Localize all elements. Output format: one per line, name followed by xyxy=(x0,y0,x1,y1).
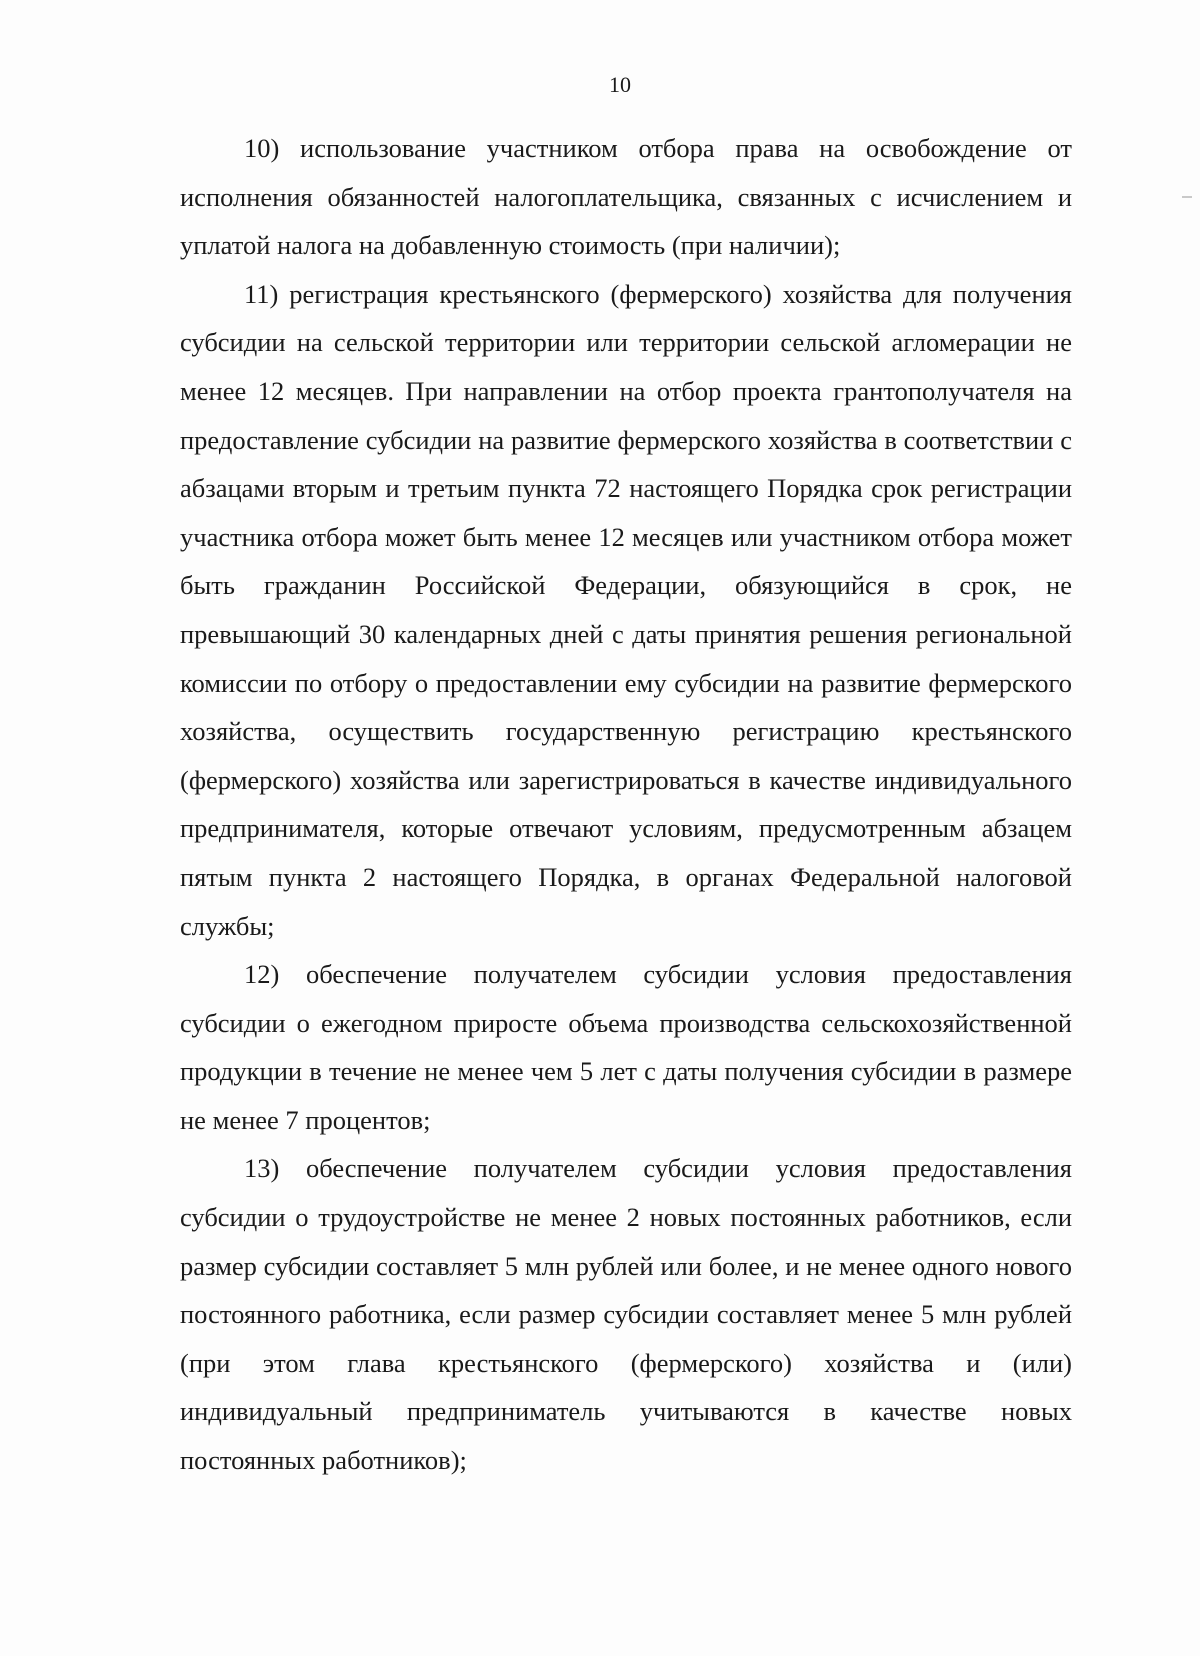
scan-margin-mark xyxy=(1182,196,1192,198)
page-number: 10 xyxy=(609,72,631,97)
paragraph-item-13: 13) обеспечение получателем субсидии условия предоставления субсидии о трудоустройстве не менее 2 новых постоянных работников, если размер субсидии составляет 5 млн рублей или более, и не менее одного нового постоянного работника, если размер субсидии составляет менее 5 млн рублей (при этом глава крестьянского (фермерского) хозяйства и (или) индивидуальный предприниматель учитываются в качестве новых постоянных работников); xyxy=(180,1153,1072,1476)
document-body xyxy=(180,124,1072,1485)
paragraph-item-11: 11) регистрация крестьянского (фермерского) хозяйства для получения субсидии на сельской территории или территории сельской агломерации не менее 12 месяцев. При направлении на отбор проекта грантополучателя на предоставление субсидии на развитие фермерского хозяйства в соответствии с абзацами вторым и третьим пункта 72 настоящего Порядка срок регистрации участника отбора может быть менее 12 месяцев или участником отбора может быть гражданин Российской Федерации, обязующийся в срок, не превышающий 30 календарных дней с даты принятия решения региональной комиссии по отбору о предоставлении ему субсидии на развитие фермерского хозяйства, осуществить государственную регистрацию крестьянского (фермерского) хозяйства или зарегистрироваться в качестве индивидуального предпринимателя, которые отвечают условиям, предусмотренным абзацем пятым пункта 2 настоящего Порядка, в органах Федеральной налоговой службы; xyxy=(180,278,1072,941)
paragraph-item-10: 10) использование участником отбора права на освобождение от исполнения обязанностей налогоплательщика, связанных с исчислением и уплатой налога на добавленную стоимость (при наличии); xyxy=(180,133,1072,261)
paragraph-item-12: 12) обеспечение получателем субсидии условия предоставления субсидии о ежегодном приросте объема производства сельскохозяйственной продукции в течение не менее чем 5 лет с даты получения субсидии в размере не менее 7 процентов; xyxy=(180,959,1072,1135)
